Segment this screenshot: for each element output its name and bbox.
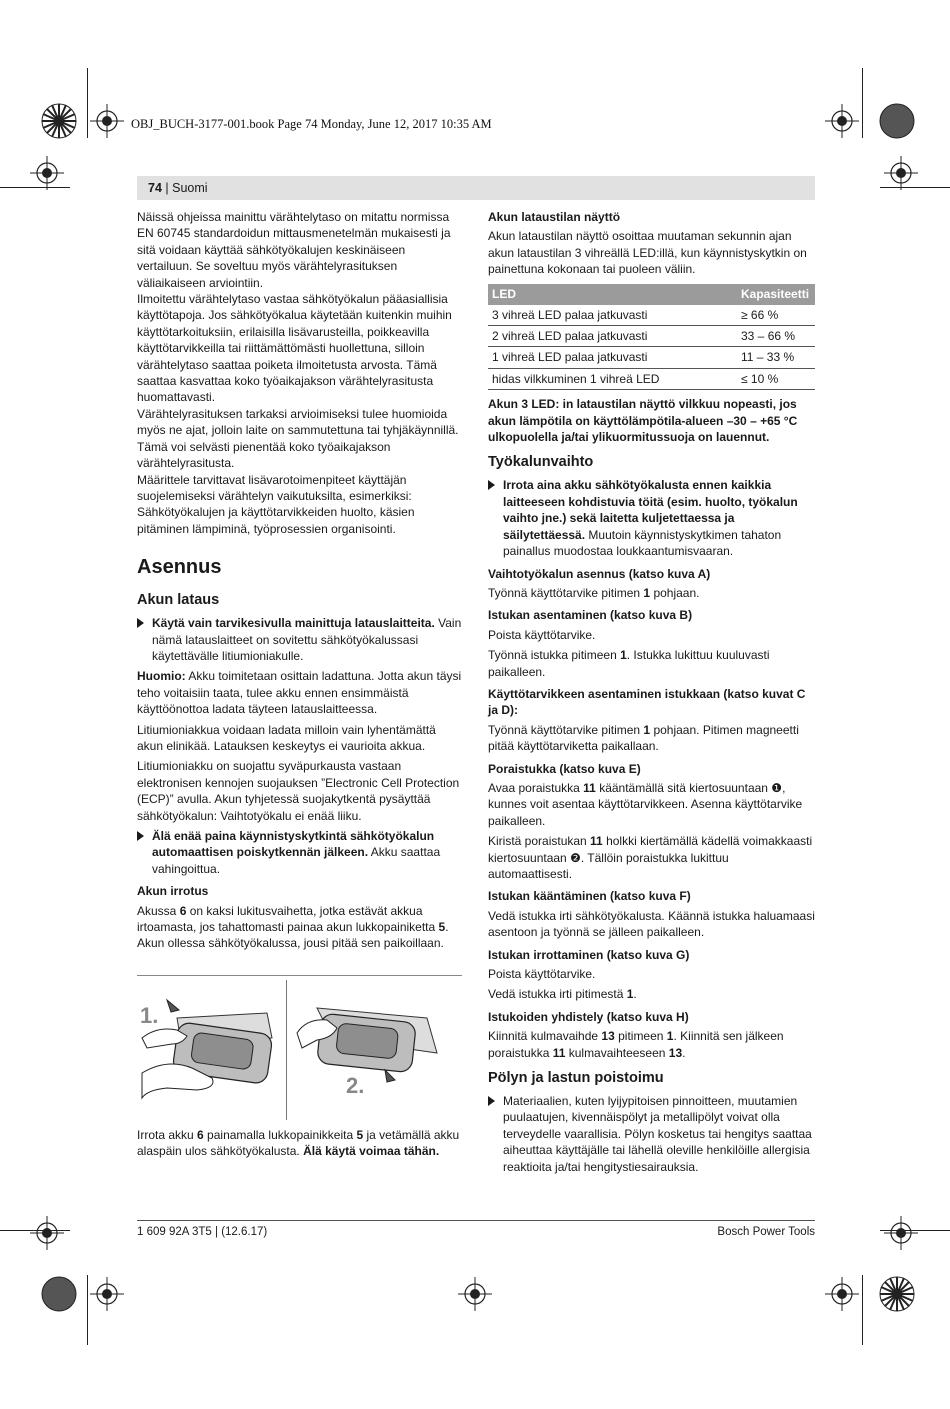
print-slug: OBJ_BUCH-3177-001.book Page 74 Monday, June 12, 2017 10:35 AM bbox=[131, 117, 492, 131]
subheading: Istukoiden yhdistely (katso kuva H) bbox=[488, 1009, 689, 1024]
crosshair-icon bbox=[30, 156, 64, 190]
bullet-item bbox=[137, 828, 462, 877]
table-header-capacity: Kapasiteetti bbox=[737, 284, 815, 305]
paragraph: Ilmoitettu värähtelytaso vastaa sähkötyökalun pääasiallisia käyttötapoja. Jos sähkötyökalua käytetään kuitenkin muihin käyttötarkoituksiin, erilaisilla lisävarusteilla, poikkeavilla käyttötarvikkeilla tai riittämättömästi huollettuna, silloin värähtelytaso saattaa poiketa ilmoitetusta arvosta. Tämä saattaa kasvattaa koko työaikajakson värähtelyrasitusta huomattavasti. bbox=[137, 292, 452, 405]
table-row: 2 vihreä LED palaa jatkuvasti 33 – 66 % bbox=[488, 326, 815, 347]
note-label: Huomio: bbox=[137, 669, 186, 684]
bullet-arrow-icon bbox=[488, 480, 495, 490]
paragraph: Poista käyttötarvike. bbox=[488, 627, 596, 642]
battery-removal-illustration bbox=[137, 978, 462, 1120]
page-header-band bbox=[137, 176, 815, 200]
footer-brand: Bosch Power Tools bbox=[717, 1226, 815, 1238]
subsection-heading-akun-lataus: Akun lataus bbox=[137, 592, 220, 609]
page-header bbox=[148, 181, 208, 195]
note-text: Akku toimitetaan osittain ladattuna. Jotta akun täysi teho voitaisiin taata, tulee akku ennen ensimmäistä käyttöönottoa ladata täyteen latauslaitteessa. bbox=[137, 669, 462, 717]
bullet-arrow-icon bbox=[137, 831, 144, 841]
bullet-text: Muutoin käynnistyskytkimen tahaton painallus muodostaa loukkaantumisvaaran. bbox=[503, 527, 782, 559]
bullet-item bbox=[488, 1093, 815, 1175]
bullet-bold: Älä enää paina käynnistyskytkintä sähkötyökalun automaattisen poiskytkennän jälkeen. bbox=[152, 829, 435, 860]
header-separator: | bbox=[161, 181, 173, 195]
crosshair-icon bbox=[825, 104, 859, 138]
crosshair-icon bbox=[884, 156, 918, 190]
bullet-item bbox=[137, 615, 462, 664]
right-panel-drawing bbox=[297, 1008, 437, 1082]
paragraph: Litiumioniakkua voidaan ladata milloin vain lyhentämättä akun elinikää. Latauksen keskeytys ei vaurioita akkua. bbox=[137, 722, 436, 753]
table-header-row bbox=[488, 284, 815, 305]
figure-step-label-2: 2. bbox=[346, 1073, 365, 1098]
table-row: hidas vilkkuminen 1 vihreä LED ≤ 10 % bbox=[488, 368, 815, 389]
table-header-led: LED bbox=[488, 284, 737, 305]
subheading-akun-irrotus: Akun irrotus bbox=[137, 884, 209, 899]
paragraph: Määrittele tarvittavat lisävarotoimenpiteet käyttäjän suojelemiseksi värähtelyn vaikutuksilta, esimerkiksi: Sähkötyökalujen ja käyttötarvikkeiden huolto, käsien pitäminen lämpiminä, työprosessien organisointi. bbox=[137, 472, 415, 536]
subheading-lataustilan-naytto: Akun lataustilan näyttö bbox=[488, 210, 621, 224]
subheading: Käyttötarvikkeen asentaminen istukkaan (katso kuvat C ja D): bbox=[488, 686, 806, 718]
led-capacity-table bbox=[488, 284, 815, 391]
bullet-arrow-icon bbox=[488, 1096, 495, 1106]
crosshair-icon bbox=[458, 1277, 492, 1311]
footer-doc-number: 1 609 92A 3T5 | (12.6.17) bbox=[137, 1226, 268, 1238]
subheading: Vaihtotyökalun asennus (katso kuva A) bbox=[488, 566, 711, 581]
section-heading-asennus: Asennus bbox=[137, 556, 222, 579]
paragraph: Värähtelyrasituksen tarkaksi arvioimiseksi tulee huomioida myös ne ajat, jolloin laite on sammutettuna tai tyhjäkäynnillä. Tämä voi selvästi pienentää koko työaikajakson värähtelyrasitusta. bbox=[137, 406, 459, 471]
figure-step-label-1: 1. bbox=[140, 1003, 159, 1028]
subheading: Istukan kääntäminen (katso kuva F) bbox=[488, 889, 691, 904]
bullet-text: Vain nämä latauslaitteet on sovitettu sähkötyökalussasi käytettävälle litiumioniakulle. bbox=[152, 616, 462, 663]
paragraph: Näissä ohjeissa mainittu värähtelytaso on mitattu normissa EN 60745 standardoidun mittausmenetelmän mukaisesti ja sitä voidaan käyttää sähkötyökalujen keskinäiseen vertailuun. Se soveltuu myös värähtelyrasituksen väliaikaiseen arviointiin. bbox=[137, 210, 451, 290]
bullet-item bbox=[488, 477, 815, 559]
paragraph: Akun lataustilan näyttö osoittaa muutaman sekunnin ajan akun lataustilan 3 vihreällä LED:illä, kun käynnistyskytkin on painettuna kokonaan tai puoleen väliin. bbox=[488, 229, 807, 277]
footer-rule bbox=[137, 1220, 815, 1221]
table-row: 3 vihreä LED palaa jatkuvasti ≥ 66 % bbox=[488, 305, 815, 326]
crosshair-icon bbox=[90, 104, 124, 138]
bullet-bold: Käytä vain tarvikesivulla mainittuja latauslaitteita. bbox=[152, 616, 435, 631]
subheading: Istukan irrottaminen (katso kuva G) bbox=[488, 947, 690, 962]
registration-disc-icon bbox=[878, 102, 916, 140]
paragraph bbox=[137, 668, 462, 717]
bullet-bold: Irrota aina akku sähkötyökalusta ennen kaikkia laitteeseen kohdistuvia töitä (esim. huolto, työkalun vaihto jne.) sekä laitetta kuljetettaessa ja säilytettäessä. bbox=[503, 478, 798, 542]
registration-target-icon bbox=[40, 102, 78, 140]
subheading: Poraistukka (katso kuva E) bbox=[488, 761, 641, 776]
subsection-heading-tyokalunvaihto: Työkalunvaihto bbox=[488, 454, 594, 471]
paragraph: Vedä istukka irti sähkötyökalusta. Käännä istukka haluamaasi asentoon ja työnnä se jälleen paikalleen. bbox=[488, 908, 815, 940]
left-panel-drawing bbox=[142, 1000, 273, 1098]
page-number: 74 bbox=[148, 181, 162, 195]
table-row: 1 vihreä LED palaa jatkuvasti 11 – 33 % bbox=[488, 347, 815, 368]
registration-target-icon bbox=[878, 1275, 916, 1313]
subsection-heading-polyn-poistoimu: Pölyn ja lastun poistoimu bbox=[488, 1070, 664, 1087]
bullet-text: Akku saattaa vahingoittua. bbox=[152, 845, 441, 876]
subheading: Istukan asentaminen (katso kuva B) bbox=[488, 608, 693, 623]
paragraph-bold: Akun 3 LED: in lataustilan näyttö vilkkuu nopeasti, jos akun lämpötila on käyttölämpötila-alueen –30 – +65 °C ulkopuolella ja/tai ylikuormitussuoja on lauennut. bbox=[488, 397, 798, 445]
rotation-direction-2-icon: ❷ bbox=[570, 850, 581, 865]
crosshair-icon bbox=[884, 1216, 918, 1250]
bullet-text: Materiaalien, kuten lyijypitoisen pinnoitteen, muutamien puulaatujen, kivennäispölyt ja metallipölyt voivat olla terveydelle vaarallisia. Pölyn kosketus tai hengitys saattaa aiheuttaa käyttäjälle tai lähellä oleville henkilöille allergisia reaktioita ja/tai hengitystiesairauksia. bbox=[503, 1094, 812, 1174]
header-language: Suomi bbox=[172, 181, 208, 195]
rotation-direction-1-icon: ❶ bbox=[771, 780, 783, 795]
figure-caption: Irrota akku 6 painamalla lukkopainikkeita 5 ja vetämällä akku alaspäin ulos sähkötyökalusta. Älä käytä voimaa tähän. bbox=[137, 1128, 460, 1159]
crosshair-icon bbox=[90, 1277, 124, 1311]
left-column bbox=[137, 209, 462, 956]
paragraph: Akussa 6 on kaksi lukitusvaihetta, jotka estävät akkua irtoamasta, jos tahattomasti painaa akun lukkopainiketta 5. Akun ollessa sähkötyökalussa, jousi pitää sen paikoillaan. bbox=[137, 903, 449, 951]
paragraph: Litiumioniakku on suojattu syväpurkausta vastaan elektronisen kennojen suojauksen ”Electronic Cell Protection (ECP)” avulla. Akun tyhjetessä suojakytkentä pysäyttää sähkötyökalun: Vaihtotyökalu ei enää liiku. bbox=[137, 759, 460, 823]
crosshair-icon bbox=[825, 1277, 859, 1311]
bullet-arrow-icon bbox=[137, 618, 144, 628]
crosshair-icon bbox=[30, 1216, 64, 1250]
right-column: Akun lataustilan näyttö Akun lataustilan näyttö osoittaa muutaman sekunnin ajan akun lataustilan 3 vihreällä LED:illä, kun käynnistyskytkin on painettuna kokonaan tai puoleen väliin. LED Kapasiteetti 3 vihreä LED palaa jatkuvasti ≥ 66 % 2 vihreä LED palaa jatkuvasti 33 – 66 % 1 vihreä LED palaa jatkuvasti 11 – 33 % hidas vilkkuminen 1 vihreä LED ≤ 10 % Akun 3 LED: in lataustilan näyttö vilkkuu nopeasti, jos akun lämpötila on käyttölämpötila-alueen –30 – +65 °C ulkopuolella ja/tai ylikuormitussuoja on lauennut. Työkalunvaihto Irrota aina akku sähkötyökalusta ennen kaikkia laitteeseen kohdistuvia töitä (esim. huolto, työkalun vaihto jne.) sekä laitetta kuljetettaessa ja säilytettäessä. Muutoin käynnistyskytkimen tahaton painallus muodostaa loukkaantumisvaaran. Vaihtotyökalun asennus (katso kuva A) Työnnä käyttötarvike pitimen 1 pohjaan. Istukan asentaminen (katso kuva B) Poista käyttötarvike. Työnnä istukka pitimeen 1. Istukka lukittuu kuuluvasti paikalleen. Käyttötarvikkeen asentaminen istukkaan (katso kuvat C ja D): Työnnä käyttötarvike pitimen 1 pohjaan. Pitimen magneetti pitää käyttötarviketta paikallaan. Poraistukka (katso kuva E) Avaa poraistukka 11 kääntämällä sitä kiertosuuntaan ❶, kunnes voit asentaa käyttötarvikkeen. Asenna käyttötarvike paikalleen. Kiristä poraistukan 11 holkki kiertämällä kädellä voimakkaasti kiertosuuntaan ❷. Tällöin poraistukka lukittuu automaattisesti. Istukan kääntäminen (katso kuva F) Vedä istukka irti sähkötyökalusta. Käännä istukka haluamaasi asentoon ja työnnä se jälleen paikalleen. Istukan irrottaminen (katso kuva G) Poista käyttötarvike. Vedä istukka irti pitimestä 1. Istukoiden yhdistely (katso kuva H) Kiinnitä kulmavaihde 13 pitimeen 1. Kiinnitä sen jälkeen poraistukka 11 kulmavaihteeseen 13. Pölyn ja lastun poistoimu Materiaalien, kuten lyijypitoisen pinnoitteen, muutamien puulaatujen, kivennäispölyt ja metallipölyt voivat olla terveydelle vaarallisia. Pölyn kosketus tai hengitys saattaa aiheuttaa käyttäjälle tai lähellä oleville henkilöille allergisia reaktioita ja/tai hengitystiesairauksia. bbox=[488, 210, 815, 1174]
registration-disc-icon bbox=[40, 1275, 78, 1313]
paragraph: Poista käyttötarvike. bbox=[488, 967, 596, 982]
